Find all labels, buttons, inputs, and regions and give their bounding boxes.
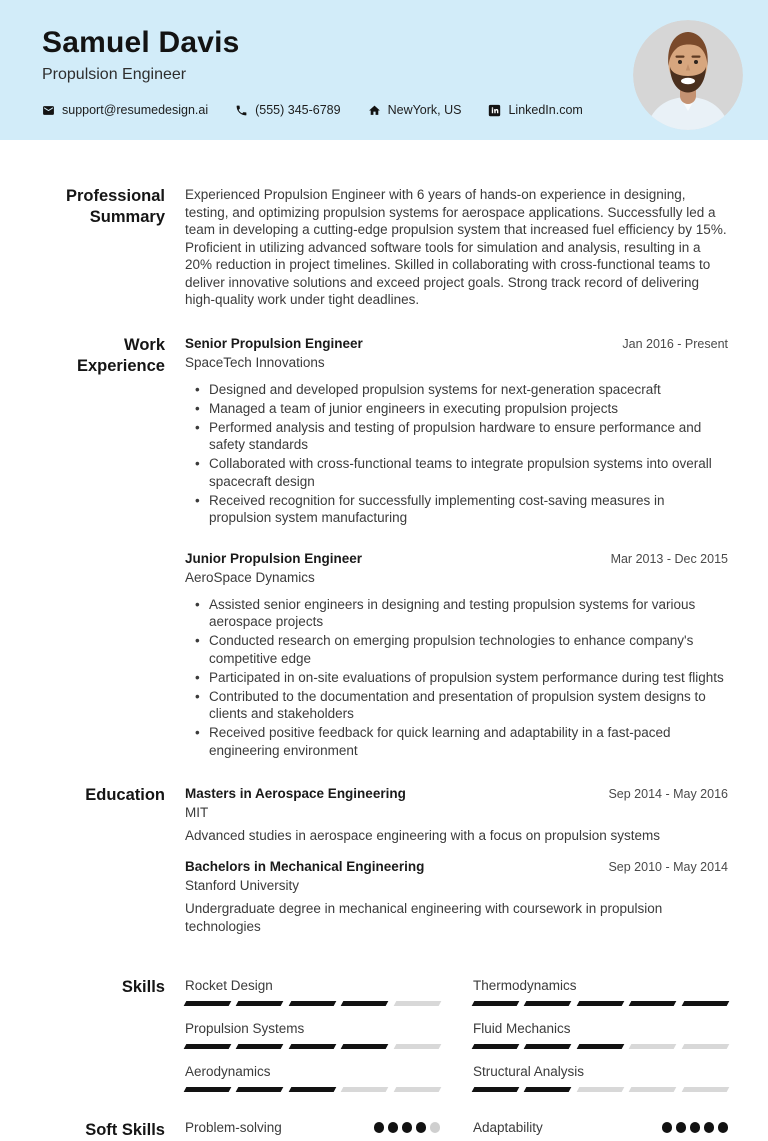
- skill-bar-segment-filled: [576, 1044, 624, 1049]
- job-bullet: • Conducted research on emerging propulsion technologies to enhance company's competitive edge: [195, 632, 728, 667]
- skill-item: [473, 977, 728, 1006]
- email-icon: [42, 104, 55, 117]
- soft-skills-grid: [185, 1120, 728, 1135]
- person-job-title: Propulsion Engineer: [42, 66, 187, 83]
- rating-dot-filled: [718, 1122, 729, 1133]
- job-bullets: [185, 381, 728, 527]
- soft-skill-rating: [374, 1122, 441, 1133]
- skill-item: [473, 1020, 728, 1049]
- section-professional-summary: [55, 186, 728, 309]
- skill-name: Fluid Mechanics: [473, 1021, 571, 1036]
- skill-bar-segment-filled: [288, 1001, 336, 1006]
- contact-linkedin-text: LinkedIn.com: [508, 103, 583, 117]
- skill-bar: [473, 1044, 728, 1049]
- job-bullet: • Received recognition for successfully implementing cost-saving measures in propulsion system manufacturing: [195, 492, 728, 527]
- education-entry: [185, 785, 728, 845]
- rating-dot-filled: [676, 1122, 687, 1133]
- job-dates: Jan 2016 - Present: [622, 336, 728, 351]
- summary-text: Experienced Propulsion Engineer with 6 years of hands-on experience in designing, testing, and optimizing propulsion systems for aerospace applications. Successfully led a team in developing a cutting-edge propulsion system that increased fuel efficiency by 15%. Proficient in utilizing advanced software tools for simulation and analysis, resulting in a 20% reduction in project timelines. Skilled in collaborating with cross-functional teams to deliver innovative solutions and exceed project goals. Strong track record of delivering high-quality work under tight deadlines.: [185, 187, 727, 307]
- home-icon: [368, 104, 381, 117]
- contact-phone-text: (555) 345-6789: [255, 103, 341, 117]
- section-heading-soft-skills: Soft Skills: [85, 1121, 165, 1139]
- skill-bar-segment-filled: [236, 1001, 284, 1006]
- skill-name: Propulsion Systems: [185, 1021, 305, 1036]
- skill-bar: [185, 1044, 440, 1049]
- job-company: AeroSpace Dynamics: [185, 569, 315, 585]
- rating-dot-empty: [430, 1122, 441, 1133]
- contact-email[interactable]: [42, 103, 208, 117]
- job-company: SpaceTech Innovations: [185, 354, 325, 370]
- job-bullet: • Participated in on-site evaluations of propulsion system performance during test flights: [195, 669, 728, 687]
- skill-name: Aerodynamics: [185, 1064, 271, 1079]
- job-bullet: • Received positive feedback for quick learning and adaptability in a fast-paced engineering environment: [195, 724, 728, 759]
- skill-bar-segment-filled: [524, 1087, 572, 1092]
- skill-bar-segment-filled: [576, 1001, 624, 1006]
- section-work-experience: [55, 335, 728, 761]
- skill-bar-segment-filled: [236, 1044, 284, 1049]
- degree-dates: Sep 2014 - May 2016: [608, 786, 728, 801]
- rating-dot-filled: [690, 1122, 701, 1133]
- job-bullet: • Designed and developed propulsion systems for next-generation spacecraft: [195, 381, 728, 399]
- soft-skill-name: Problem-solving: [185, 1120, 282, 1135]
- contact-email-text: support@resumedesign.ai: [62, 103, 209, 117]
- rating-dot-filled: [704, 1122, 715, 1133]
- skill-name: Structural Analysis: [473, 1064, 585, 1079]
- skill-bar-segment-filled: [472, 1044, 520, 1049]
- skill-bar: [185, 1001, 440, 1006]
- job-bullet: • Contributed to the documentation and presentation of propulsion system designs to clients and stakeholders: [195, 688, 728, 723]
- skill-bar-segment-filled: [524, 1001, 572, 1006]
- soft-skill-rating: [662, 1122, 729, 1133]
- job-title: Junior Propulsion Engineer: [185, 550, 363, 566]
- skill-bar-segment-filled: [184, 1044, 232, 1049]
- phone-icon: [235, 104, 248, 117]
- contact-location-text: NewYork, US: [387, 103, 462, 117]
- job-title: Senior Propulsion Engineer: [185, 335, 363, 351]
- skills-grid: [185, 977, 728, 1092]
- degree-description: Undergraduate degree in mechanical engineering with coursework in propulsion technologies: [185, 901, 663, 934]
- job-dates: Mar 2013 - Dec 2015: [610, 551, 728, 566]
- job-bullet: • Performed analysis and testing of propulsion hardware to ensure performance and safety standards: [195, 419, 728, 454]
- degree-school: MIT: [185, 804, 209, 820]
- degree-school: Stanford University: [185, 878, 300, 893]
- rating-dot-filled: [374, 1122, 385, 1133]
- skill-bar-segment-empty: [681, 1087, 729, 1092]
- rating-dot-filled: [388, 1122, 399, 1133]
- job-bullet: • Assisted senior engineers in designing and testing propulsion systems for various aerospace projects: [195, 596, 728, 631]
- section-skills: [55, 977, 728, 1092]
- skill-bar-segment-empty: [393, 1044, 441, 1049]
- skill-bar-segment-filled: [288, 1087, 336, 1092]
- skill-bar-segment-empty: [629, 1044, 677, 1049]
- skill-bar-segment-filled: [629, 1001, 677, 1006]
- skill-name: Thermodynamics: [473, 978, 577, 993]
- section-soft-skills: [55, 1120, 728, 1141]
- skill-bar-segment-filled: [472, 1001, 520, 1006]
- skill-bar-segment-empty: [629, 1087, 677, 1092]
- soft-skill-item: [185, 1120, 440, 1135]
- skill-bar-segment-filled: [472, 1087, 520, 1092]
- contact-linkedin[interactable]: [488, 103, 582, 117]
- job-bullet: • Collaborated with cross-functional teams to integrate propulsion systems into overall spacecraft design: [195, 455, 728, 490]
- section-heading-work: Work Experience: [76, 335, 165, 375]
- contact-phone[interactable]: [235, 103, 340, 117]
- rating-dot-filled: [416, 1122, 427, 1133]
- rating-dot-filled: [662, 1122, 673, 1133]
- skill-bar: [473, 1001, 728, 1006]
- skill-bar-segment-empty: [393, 1087, 441, 1092]
- skill-name: Rocket Design: [185, 978, 273, 993]
- skill-bar-segment-filled: [524, 1044, 572, 1049]
- work-entry: [185, 550, 728, 760]
- skill-bar-segment-empty: [341, 1087, 389, 1092]
- skill-bar: [473, 1087, 728, 1092]
- degree-title: Masters in Aerospace Engineering: [185, 785, 406, 801]
- resume-header: [0, 0, 768, 140]
- skill-item: [185, 977, 440, 1006]
- degree-description: Advanced studies in aerospace engineering with a focus on propulsion systems: [185, 827, 661, 843]
- linkedin-icon: [488, 104, 501, 117]
- resume-body: [0, 140, 768, 1141]
- section-education: [55, 785, 728, 936]
- contact-row: [42, 103, 728, 117]
- profile-photo-image: [633, 20, 743, 130]
- degree-title: Bachelors in Mechanical Engineering: [185, 859, 425, 874]
- section-heading-summary: Professional Summary: [65, 187, 165, 226]
- skill-bar-segment-empty: [681, 1044, 729, 1049]
- profile-photo: [633, 20, 743, 130]
- soft-skill-item: [473, 1120, 728, 1135]
- skill-bar-segment-filled: [184, 1087, 232, 1092]
- skill-bar-segment-filled: [681, 1001, 729, 1006]
- rating-dot-filled: [402, 1122, 413, 1133]
- skill-bar-segment-empty: [393, 1001, 441, 1006]
- section-heading-education: Education: [85, 785, 165, 804]
- degree-dates: Sep 2010 - May 2014: [608, 860, 728, 874]
- soft-skill-name: Adaptability: [473, 1120, 543, 1135]
- skill-bar: [185, 1087, 440, 1092]
- job-bullet: • Managed a team of junior engineers in executing propulsion projects: [195, 400, 728, 418]
- skill-bar-segment-empty: [576, 1087, 624, 1092]
- skill-bar-segment-filled: [236, 1087, 284, 1092]
- skill-bar-segment-filled: [341, 1001, 389, 1006]
- skill-bar-segment-filled: [288, 1044, 336, 1049]
- skill-bar-segment-filled: [341, 1044, 389, 1049]
- skill-bar-segment-filled: [184, 1001, 232, 1006]
- education-entry: [185, 858, 728, 935]
- work-entry: [185, 335, 728, 527]
- person-name: Samuel Davis: [42, 26, 240, 59]
- section-heading-skills: Skills: [121, 978, 165, 996]
- skill-item: [185, 1020, 440, 1049]
- contact-location[interactable]: [368, 103, 462, 117]
- job-bullets: [185, 596, 728, 760]
